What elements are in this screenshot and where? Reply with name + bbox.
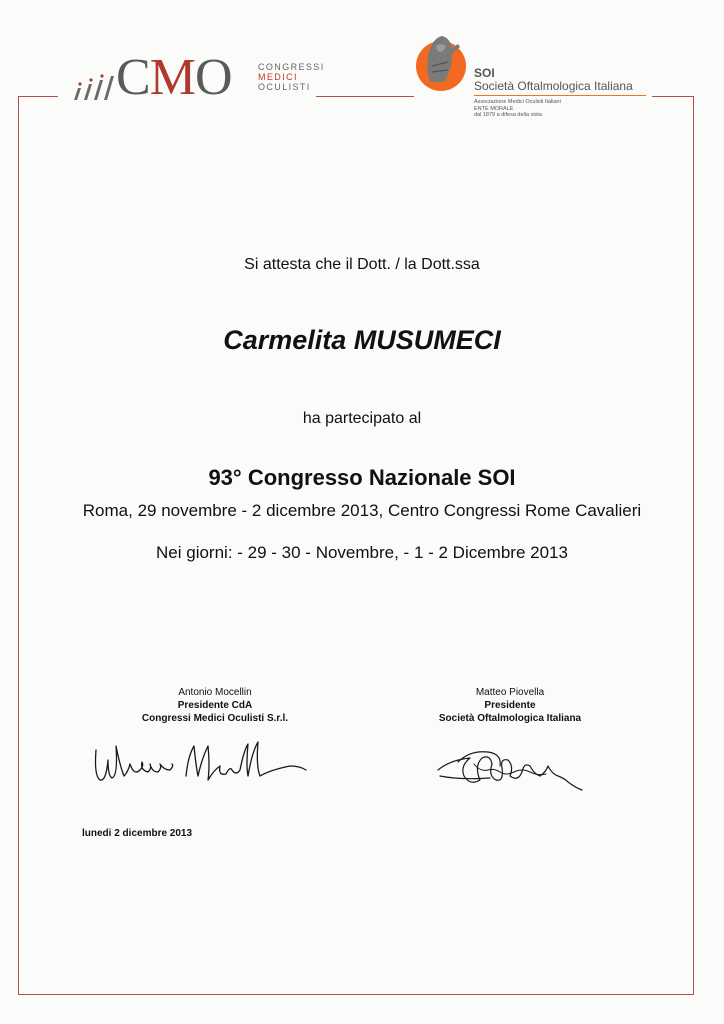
frame-top-right [652,96,694,97]
cmo-line-congressi: CONGRESSI [258,62,325,72]
attestation-text: Si attesta che il Dott. / la Dott.ssa [244,256,480,273]
soi-small-line-1: Associazione Medici Oculisti Italiani [474,99,561,105]
cmo-wordmark [116,49,232,106]
congress-title: 93° Congresso Nazionale SOI [208,465,516,490]
cmo-bars-icon [70,72,114,100]
frame-bottom [18,994,694,995]
cmo-logo [70,49,325,106]
cmo-line-oculisti: OCULISTI [258,82,311,92]
soi-subtitle: Società Oftalmologica Italiana [474,79,633,93]
signatory-left-name: Antonio Mocellin [178,687,252,698]
participation-text: ha partecipato al [302,410,422,427]
signatory-right-org: Società Oftalmologica Italiana [438,713,582,724]
soi-small-line-3: dal 1879 a difesa della vista [474,112,542,118]
signatory-right-role: Presidente [484,700,536,711]
cmo-words [258,62,325,92]
cmo-line-medici: MEDICI [258,72,298,82]
signatory-left [85,686,345,725]
cmo-letter-c: C [116,49,150,106]
signature-left-icon [90,736,310,792]
signatory-right [380,686,640,725]
soi-title: SOI [474,66,495,80]
signatory-left-org: Congressi Medici Oculisti S.r.l. [141,713,289,724]
cmo-letter-o: O [194,49,232,106]
certificate-date: lunedi 2 dicembre 2013 [82,828,193,839]
soi-small-line-2: ENTE MORALE [474,105,514,112]
frame-top-left [18,96,58,97]
cmo-letter-m: M [149,49,195,106]
signatory-left-role: Presidente CdA [177,700,253,711]
participant-name: Carmelita MUSUMECI [223,325,501,355]
frame-top-middle [316,96,414,97]
signature-right-icon [430,736,590,796]
soi-divider [474,95,646,96]
signatory-right-name: Matteo Piovella [475,687,545,698]
attendance-days: Nei giorni: - 29 - 30 - Novembre, - 1 - 2 Dicembre 2013 [156,543,568,562]
congress-location: Roma, 29 novembre - 2 dicembre 2013, Centro Congressi Rome Cavalieri [82,501,642,520]
soi-emblem-icon [414,26,468,92]
soi-small-text [474,99,561,119]
